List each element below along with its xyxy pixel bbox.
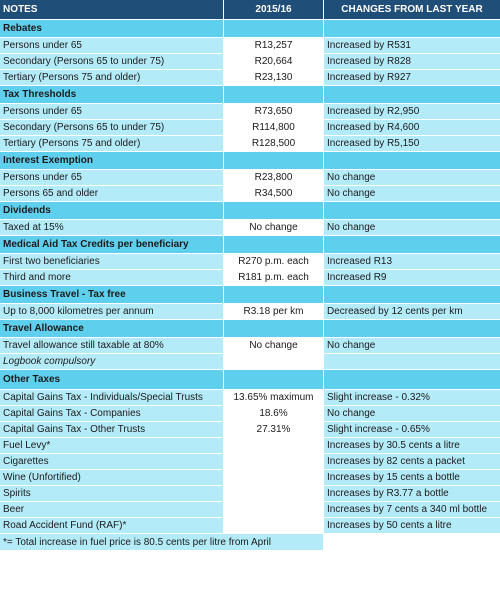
row-label: Third and more	[0, 270, 224, 286]
row-label: Capital Gains Tax - Individuals/Special Trusts	[0, 390, 224, 406]
section-blank	[224, 236, 324, 254]
table-row	[0, 338, 500, 354]
row-label: Spirits	[0, 486, 224, 502]
section-blank	[324, 236, 500, 254]
row-change: Slight increase - 0.32%	[324, 390, 500, 406]
table-row	[0, 38, 500, 54]
row-label: Road Accident Fund (RAF)*	[0, 518, 224, 534]
footnote-blank	[324, 534, 500, 551]
row-change: Increased R9	[324, 270, 500, 286]
table-row	[0, 220, 500, 236]
section-row	[0, 20, 500, 38]
row-value: R114,800	[224, 120, 324, 136]
section-title: Other Taxes	[0, 370, 224, 390]
table-row	[0, 270, 500, 286]
row-value: R270 p.m. each	[224, 254, 324, 270]
row-value: 27.31%	[224, 422, 324, 438]
row-value: R128,500	[224, 136, 324, 152]
section-title: Business Travel - Tax free	[0, 286, 224, 304]
table-row	[0, 70, 500, 86]
section-blank	[324, 320, 500, 338]
row-value: R23,130	[224, 70, 324, 86]
table-row	[0, 120, 500, 136]
section-blank	[324, 286, 500, 304]
section-row	[0, 370, 500, 390]
table-row	[0, 136, 500, 152]
section-blank	[224, 286, 324, 304]
section-blank	[224, 370, 324, 390]
row-change: Increased by R2,950	[324, 104, 500, 120]
row-label: Fuel Levy*	[0, 438, 224, 454]
table-row	[0, 304, 500, 320]
row-change: Increases by R3.77 a bottle	[324, 486, 500, 502]
section-row	[0, 202, 500, 220]
footnote-row	[0, 534, 500, 551]
section-title: Medical Aid Tax Credits per beneficiary	[0, 236, 224, 254]
row-change: Increases by 7 cents a 340 ml bottle	[324, 502, 500, 518]
row-change: Increased by R5,150	[324, 136, 500, 152]
row-change: No change	[324, 220, 500, 236]
row-change: No change	[324, 186, 500, 202]
row-change: No change	[324, 170, 500, 186]
table-body	[0, 20, 500, 534]
section-blank	[224, 86, 324, 104]
table-row	[0, 54, 500, 70]
footnote-text: *= Total increase in fuel price is 80.5 cents per litre from April	[0, 534, 324, 551]
table-row	[0, 170, 500, 186]
row-change: Increased by R927	[324, 70, 500, 86]
row-label: Persons under 65	[0, 170, 224, 186]
row-label: Secondary (Persons 65 to under 75)	[0, 120, 224, 136]
section-title: Tax Thresholds	[0, 86, 224, 104]
table-row	[0, 502, 500, 518]
row-label: Tertiary (Persons 75 and older)	[0, 70, 224, 86]
row-label: Travel allowance still taxable at 80%	[0, 338, 224, 354]
row-change: Increased by R531	[324, 38, 500, 54]
row-label: Up to 8,000 kilometres per annum	[0, 304, 224, 320]
section-row	[0, 320, 500, 338]
row-label: Beer	[0, 502, 224, 518]
row-label: Capital Gains Tax - Other Trusts	[0, 422, 224, 438]
row-label: Wine (Unfortified)	[0, 470, 224, 486]
row-value: R20,664	[224, 54, 324, 70]
row-value: 13.65% maximum	[224, 390, 324, 406]
row-value	[224, 454, 324, 470]
row-change: Increased by R4,600	[324, 120, 500, 136]
row-change: Increases by 82 cents a packet	[324, 454, 500, 470]
table-row	[0, 104, 500, 120]
row-label: Taxed at 15%	[0, 220, 224, 236]
section-blank	[324, 86, 500, 104]
section-title: Rebates	[0, 20, 224, 38]
row-label: Persons 65 and older	[0, 186, 224, 202]
section-blank	[324, 20, 500, 38]
table-row	[0, 422, 500, 438]
header-year: 2015/16	[224, 0, 324, 20]
row-change: Increased R13	[324, 254, 500, 270]
row-label: Persons under 65	[0, 104, 224, 120]
row-value: R73,650	[224, 104, 324, 120]
row-value	[224, 438, 324, 454]
section-blank	[224, 20, 324, 38]
section-blank	[224, 202, 324, 220]
row-change: No change	[324, 338, 500, 354]
table-row	[0, 470, 500, 486]
row-value: R13,257	[224, 38, 324, 54]
row-label: Logbook compulsory	[0, 354, 224, 370]
row-label: Cigarettes	[0, 454, 224, 470]
row-label: Secondary (Persons 65 to under 75)	[0, 54, 224, 70]
header-notes: NOTES	[0, 0, 224, 20]
table-header	[0, 0, 500, 20]
header-changes: CHANGES FROM LAST YEAR	[324, 0, 500, 20]
row-change: Increases by 50 cents a litre	[324, 518, 500, 534]
section-title: Dividends	[0, 202, 224, 220]
section-title: Travel Allowance	[0, 320, 224, 338]
section-blank	[324, 152, 500, 170]
row-label: Tertiary (Persons 75 and older)	[0, 136, 224, 152]
row-value: R3.18 per km	[224, 304, 324, 320]
table-row	[0, 518, 500, 534]
table-row	[0, 186, 500, 202]
row-change: Increases by 30.5 cents a litre	[324, 438, 500, 454]
row-value	[224, 470, 324, 486]
section-blank	[224, 320, 324, 338]
section-blank	[324, 202, 500, 220]
table-row	[0, 354, 500, 370]
row-label: First two beneficiaries	[0, 254, 224, 270]
table-row	[0, 390, 500, 406]
table-row	[0, 438, 500, 454]
row-value: R23,800	[224, 170, 324, 186]
row-value	[224, 502, 324, 518]
row-value	[224, 354, 324, 370]
section-row	[0, 286, 500, 304]
section-blank	[324, 370, 500, 390]
row-change	[324, 354, 500, 370]
row-change: Decreased by 12 cents per km	[324, 304, 500, 320]
section-row	[0, 236, 500, 254]
section-blank	[224, 152, 324, 170]
row-value	[224, 486, 324, 502]
row-value: R34,500	[224, 186, 324, 202]
table-row	[0, 454, 500, 470]
row-label: Persons under 65	[0, 38, 224, 54]
row-value: No change	[224, 220, 324, 236]
row-value: No change	[224, 338, 324, 354]
section-title: Interest Exemption	[0, 152, 224, 170]
table-row	[0, 254, 500, 270]
row-change: Slight increase - 0.65%	[324, 422, 500, 438]
table-row	[0, 406, 500, 422]
section-row	[0, 86, 500, 104]
row-value: 18.6%	[224, 406, 324, 422]
row-change: Increased by R828	[324, 54, 500, 70]
row-value: R181 p.m. each	[224, 270, 324, 286]
row-change: No change	[324, 406, 500, 422]
row-value	[224, 518, 324, 534]
table-row	[0, 486, 500, 502]
section-row	[0, 152, 500, 170]
row-change: Increases by 15 cents a bottle	[324, 470, 500, 486]
row-label: Capital Gains Tax - Companies	[0, 406, 224, 422]
